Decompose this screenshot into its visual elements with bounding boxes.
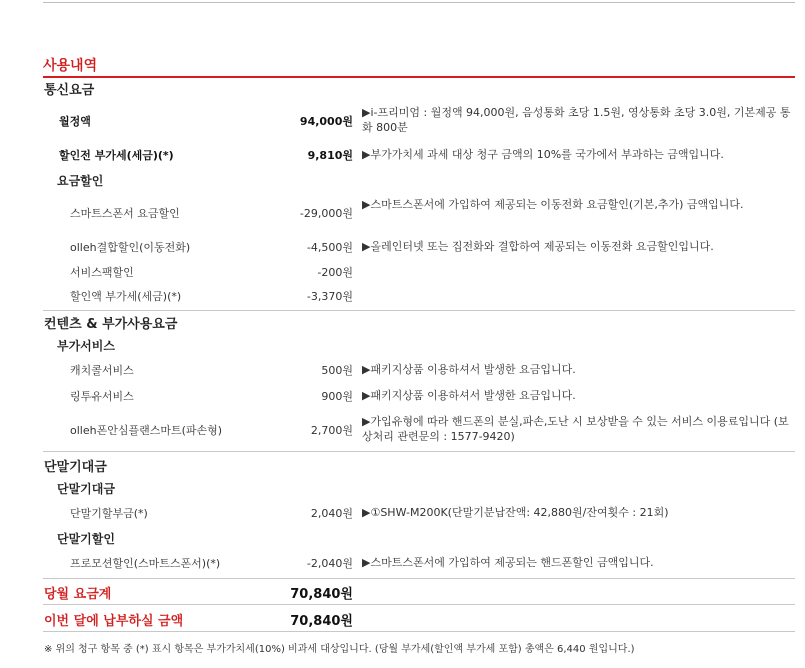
addon-item-amount: 900원 xyxy=(321,390,353,403)
divider xyxy=(43,310,795,311)
addon-item-amount: 500원 xyxy=(321,364,353,377)
discount-item-label: olleh결합할인(이동전화) xyxy=(70,241,191,254)
installment-desc: ▶①SHW-M200K(단말기분납잔액: 42,880원/잔여횟수 : 21회) xyxy=(362,506,669,519)
discount-item-amount: -4,500원 xyxy=(306,241,353,254)
usage-section-title: 사용내역 xyxy=(43,58,98,74)
top-divider xyxy=(43,2,795,3)
content-category-title: 컨텐츠 & 부가사용요금 xyxy=(44,317,178,332)
discount-item-amount: -200원 xyxy=(317,266,353,279)
divider xyxy=(43,631,795,632)
divider xyxy=(43,578,795,579)
discount-item-label: 서비스팩할인 xyxy=(70,266,134,279)
monthly-fee-label: 월정액 xyxy=(59,115,91,128)
monthly-fee-desc: ▶i-프리미엄 : 월정액 94,000원, 음성통화 초당 1.5원, 영상통화 초당 3.0원, 기본제공 통화 800분 xyxy=(362,106,791,134)
pay-total-amount: 70,840원 xyxy=(290,614,353,629)
device-category-title: 단말기대금 xyxy=(44,460,107,475)
addon-item-desc: ▶패키지상품 이용하셔서 발생한 요금입니다. xyxy=(362,389,576,402)
discount-item-label: 할인액 부가세(세금)(*) xyxy=(70,290,182,303)
discount-subtitle: 요금할인 xyxy=(57,174,104,188)
discount-item-desc: ▶스마트스폰서에 가입하여 제공되는 이동전화 요금할인(기본,추가) 금액입니다. xyxy=(362,198,744,211)
pay-total-label: 이번 달에 납부하실 금액 xyxy=(44,614,184,629)
monthly-fee-amount: 94,000원 xyxy=(299,115,353,128)
month-total-label: 당월 요금계 xyxy=(44,587,112,602)
addon-item-desc: ▶패키지상품 이용하셔서 발생한 요금입니다. xyxy=(362,363,576,376)
addon-item-desc: ▶가입유형에 따라 핸드폰의 분실,파손,도난 시 보상받을 수 있는 서비스 이용료입니다 (보상처리 관련문의 : 1577-9420) xyxy=(362,415,789,443)
installment-amount: 2,040원 xyxy=(310,507,353,520)
discount-item-desc: ▶올레인터넷 또는 집전화와 결합하여 제공되는 이동전화 요금할인입니다. xyxy=(362,240,714,253)
promo-amount: -2,040원 xyxy=(306,557,353,570)
addon-item-label: 링투유서비스 xyxy=(70,390,134,403)
divider xyxy=(43,604,795,605)
month-total-amount: 70,840원 xyxy=(290,587,353,602)
telecom-category-title: 통신요금 xyxy=(44,83,95,98)
discount-item-amount: -3,370원 xyxy=(306,290,353,303)
discount-item-label: 스마트스폰서 요금할인 xyxy=(70,207,180,220)
vat-label: 할인전 부가세(세금)(*) xyxy=(59,149,174,162)
vat-amount: 9,810원 xyxy=(307,149,353,162)
promo-desc: ▶스마트스폰서에 가입하여 제공되는 핸드폰할인 금액입니다. xyxy=(362,556,654,569)
section-red-divider xyxy=(43,76,795,78)
vat-desc: ▶부가가치세 과세 대상 청구 금액의 10%를 국가에서 부과하는 금액입니다. xyxy=(362,148,724,161)
device-discount-subtitle: 단말기할인 xyxy=(57,532,115,546)
promo-label: 프로모션할인(스마트스폰서)(*) xyxy=(70,557,221,570)
installment-label: 단말기할부금(*) xyxy=(70,507,148,520)
discount-item-amount: -29,000원 xyxy=(299,207,353,220)
addon-item-amount: 2,700원 xyxy=(310,424,353,437)
device-installment-subtitle: 단말기대금 xyxy=(57,482,115,496)
divider xyxy=(43,451,795,452)
vat-footnote: ※ 위의 청구 항목 중 (*) 표시 항목은 부가가치세(10%) 비과세 대상입니다. (당월 부가세(할인액 부가세 포함) 총액은 6,440 원입니다.) xyxy=(44,644,635,655)
addon-item-label: olleh폰안심플랜스마트(파손형) xyxy=(70,424,223,437)
addon-subtitle: 부가서비스 xyxy=(57,339,115,353)
addon-item-label: 캐치콜서비스 xyxy=(70,364,134,377)
